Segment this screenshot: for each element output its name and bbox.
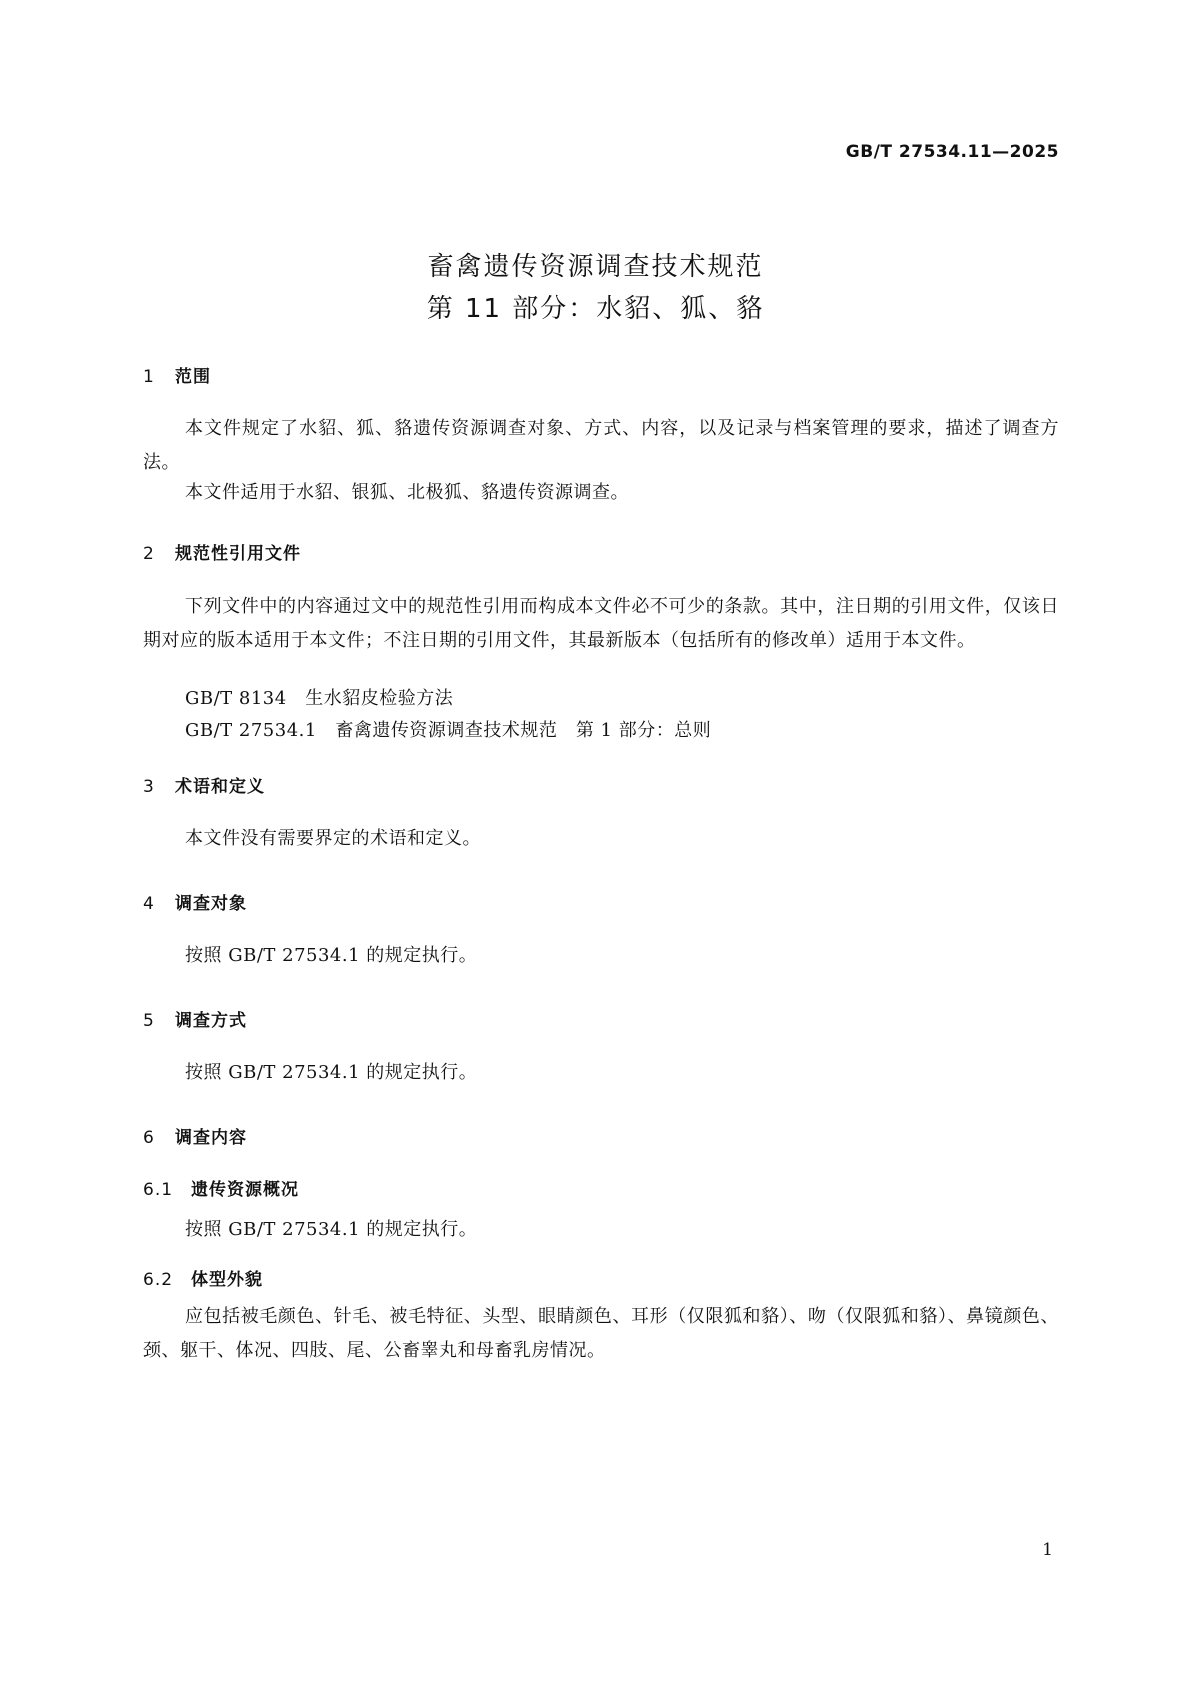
section-number: 6: [143, 1128, 155, 1148]
section-number: 6.2: [143, 1270, 174, 1290]
section-4-heading: [143, 889, 247, 914]
standard-code: GB/T 27534.11—2025: [845, 142, 1059, 162]
document-subtitle: 第 11 部分：水貂、狐、貉: [426, 294, 765, 324]
section-2-heading: [143, 539, 301, 564]
section-title: 调查对象: [175, 894, 247, 914]
section-title: 调查方式: [175, 1011, 247, 1031]
section-title: 调查内容: [175, 1128, 247, 1148]
section-3-heading: [143, 772, 265, 797]
section-3-paragraph: 本文件没有需要界定的术语和定义。: [185, 828, 481, 849]
section-6-2-paragraph: 应包括被毛颜色、针毛、被毛特征、头型、眼睛颜色、耳形（仅限狐和貉）、吻（仅限狐和貉）、鼻镜颜色、颈、躯干、体况、四肢、尾、公畜睾丸和母畜乳房情况。: [143, 1306, 1059, 1361]
section-number: 3: [143, 777, 155, 797]
section-number: 5: [143, 1011, 155, 1031]
section-6-2-heading: [143, 1265, 263, 1290]
section-5-paragraph: 按照 GB/T 27534.1 的规定执行。: [185, 1062, 478, 1083]
section-6-1-heading: [143, 1175, 299, 1200]
section-6-heading: [143, 1123, 247, 1148]
section-1-paragraph-1: 本文件规定了水貂、狐、貉遗传资源调查对象、方式、内容，以及记录与档案管理的要求，描述了调查方法。: [143, 418, 1059, 473]
section-number: 1: [143, 367, 155, 387]
section-number: 6.1: [143, 1180, 174, 1200]
section-4-paragraph: 按照 GB/T 27534.1 的规定执行。: [185, 945, 478, 966]
section-2-paragraph: 下列文件中的内容通过文中的规范性引用而构成本文件必不可少的条款。其中，注日期的引用文件，仅该日期对应的版本适用于本文件；不注日期的引用文件，其最新版本（包括所有的修改单）适用于本文件。: [143, 596, 1059, 651]
section-number: 2: [143, 544, 155, 564]
section-title: 遗传资源概况: [191, 1180, 299, 1200]
section-title: 体型外貌: [191, 1270, 263, 1290]
section-title: 范围: [175, 367, 211, 387]
section-1-heading: [143, 362, 211, 387]
section-1-paragraph-2: 本文件适用于水貂、银狐、北极狐、貉遗传资源调查。: [185, 482, 629, 503]
section-title: 规范性引用文件: [175, 544, 301, 564]
page-number: 1: [1042, 1540, 1053, 1560]
reference-gbt-27534-1: GB/T 27534.1 畜禽遗传资源调查技术规范 第 1 部分：总则: [185, 720, 712, 741]
section-title: 术语和定义: [175, 777, 265, 797]
section-6-1-paragraph: 按照 GB/T 27534.1 的规定执行。: [185, 1219, 478, 1240]
section-5-heading: [143, 1006, 247, 1031]
document-title: 畜禽遗传资源调查技术规范: [427, 252, 764, 282]
section-number: 4: [143, 894, 155, 914]
reference-gbt-8134: GB/T 8134 生水貂皮检验方法: [185, 688, 454, 709]
